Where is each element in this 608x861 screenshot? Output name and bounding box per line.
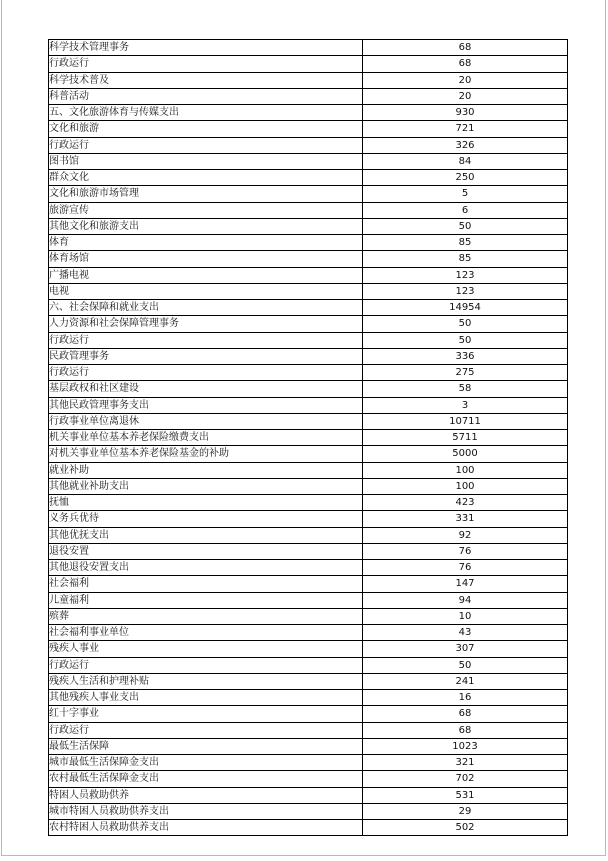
table-row xyxy=(49,137,568,153)
amount-cell: 307 xyxy=(363,641,568,657)
amount-cell: 1023 xyxy=(363,738,568,754)
item-name-cell: 文化和旅游 xyxy=(49,121,363,137)
amount-cell: 250 xyxy=(363,170,568,186)
amount-cell: 92 xyxy=(363,527,568,543)
table-row xyxy=(49,738,568,754)
table-row xyxy=(49,202,568,218)
item-name-cell: 其他就业补助支出 xyxy=(49,478,363,494)
table-row xyxy=(49,755,568,771)
item-name-cell: 电视 xyxy=(49,283,363,299)
amount-cell: 326 xyxy=(363,137,568,153)
item-name-cell: 民政管理事务 xyxy=(49,348,363,364)
item-name-cell: 五、文化旅游体育与传媒支出 xyxy=(49,105,363,121)
table-row xyxy=(49,592,568,608)
table-row xyxy=(49,690,568,706)
amount-cell: 3 xyxy=(363,397,568,413)
item-name-cell: 残疾人生活和护理补贴 xyxy=(49,673,363,689)
item-name-cell: 红十字事业 xyxy=(49,706,363,722)
amount-cell: 241 xyxy=(363,673,568,689)
amount-cell: 531 xyxy=(363,787,568,803)
table-row xyxy=(49,478,568,494)
amount-cell: 50 xyxy=(363,657,568,673)
table-row xyxy=(49,495,568,511)
item-name-cell: 城市最低生活保障金支出 xyxy=(49,755,363,771)
amount-cell: 50 xyxy=(363,316,568,332)
amount-cell: 100 xyxy=(363,478,568,494)
amount-cell: 147 xyxy=(363,576,568,592)
amount-cell: 930 xyxy=(363,105,568,121)
item-name-cell: 残疾人事业 xyxy=(49,641,363,657)
table-row xyxy=(49,88,568,104)
table-row xyxy=(49,251,568,267)
amount-cell: 20 xyxy=(363,88,568,104)
table-row xyxy=(49,413,568,429)
item-name-cell: 群众文化 xyxy=(49,170,363,186)
item-name-cell: 行政运行 xyxy=(49,56,363,72)
item-name-cell: 行政事业单位离退休 xyxy=(49,413,363,429)
table-row xyxy=(49,218,568,234)
item-name-cell: 旅游宣传 xyxy=(49,202,363,218)
item-name-cell: 最低生活保障 xyxy=(49,738,363,754)
table-row xyxy=(49,365,568,381)
item-name-cell: 退役安置 xyxy=(49,543,363,559)
item-name-cell: 其他文化和旅游支出 xyxy=(49,218,363,234)
amount-cell: 100 xyxy=(363,462,568,478)
item-name-cell: 体育 xyxy=(49,235,363,251)
amount-cell: 16 xyxy=(363,690,568,706)
table-row xyxy=(49,641,568,657)
amount-cell: 43 xyxy=(363,625,568,641)
amount-cell: 502 xyxy=(363,820,568,836)
item-name-cell: 行政运行 xyxy=(49,332,363,348)
item-name-cell: 人力资源和社会保障管理事务 xyxy=(49,316,363,332)
item-name-cell: 其他民政管理事务支出 xyxy=(49,397,363,413)
table-row xyxy=(49,803,568,819)
table-row xyxy=(49,235,568,251)
table-row xyxy=(49,560,568,576)
table-row xyxy=(49,722,568,738)
item-name-cell: 特困人员救助供养 xyxy=(49,787,363,803)
amount-cell: 6 xyxy=(363,202,568,218)
table-row xyxy=(49,72,568,88)
table-row xyxy=(49,625,568,641)
amount-cell: 50 xyxy=(363,332,568,348)
item-name-cell: 图书馆 xyxy=(49,153,363,169)
amount-cell: 68 xyxy=(363,722,568,738)
budget-expenditure-table xyxy=(48,39,568,836)
amount-cell: 336 xyxy=(363,348,568,364)
amount-cell: 50 xyxy=(363,218,568,234)
item-name-cell: 就业补助 xyxy=(49,462,363,478)
item-name-cell: 儿童福利 xyxy=(49,592,363,608)
amount-cell: 20 xyxy=(363,72,568,88)
table-row xyxy=(49,105,568,121)
table-row xyxy=(49,673,568,689)
item-name-cell: 农村最低生活保障金支出 xyxy=(49,771,363,787)
amount-cell: 29 xyxy=(363,803,568,819)
table-body xyxy=(49,40,568,836)
table-row xyxy=(49,446,568,462)
amount-cell: 702 xyxy=(363,771,568,787)
table-row xyxy=(49,121,568,137)
table-row xyxy=(49,316,568,332)
amount-cell: 85 xyxy=(363,251,568,267)
amount-cell: 76 xyxy=(363,560,568,576)
item-name-cell: 行政运行 xyxy=(49,365,363,381)
item-name-cell: 其他退役安置支出 xyxy=(49,560,363,576)
amount-cell: 5000 xyxy=(363,446,568,462)
table-row xyxy=(49,397,568,413)
table-row xyxy=(49,787,568,803)
item-name-cell: 行政运行 xyxy=(49,722,363,738)
table-row xyxy=(49,381,568,397)
item-name-cell: 其他优抚支出 xyxy=(49,527,363,543)
item-name-cell: 殡葬 xyxy=(49,608,363,624)
amount-cell: 123 xyxy=(363,267,568,283)
amount-cell: 76 xyxy=(363,543,568,559)
item-name-cell: 社会福利事业单位 xyxy=(49,625,363,641)
item-name-cell: 六、社会保障和就业支出 xyxy=(49,300,363,316)
amount-cell: 68 xyxy=(363,706,568,722)
item-name-cell: 其他残疾人事业支出 xyxy=(49,690,363,706)
item-name-cell: 抚恤 xyxy=(49,495,363,511)
page-left-edge xyxy=(1,0,2,855)
table-row xyxy=(49,430,568,446)
table-row xyxy=(49,608,568,624)
item-name-cell: 农村特困人员救助供养支出 xyxy=(49,820,363,836)
item-name-cell: 机关事业单位基本养老保险缴费支出 xyxy=(49,430,363,446)
amount-cell: 68 xyxy=(363,56,568,72)
table-row xyxy=(49,170,568,186)
table-row xyxy=(49,267,568,283)
amount-cell: 321 xyxy=(363,755,568,771)
page-right-edge xyxy=(605,0,606,855)
amount-cell: 58 xyxy=(363,381,568,397)
amount-cell: 85 xyxy=(363,235,568,251)
amount-cell: 275 xyxy=(363,365,568,381)
table-row xyxy=(49,348,568,364)
amount-cell: 5 xyxy=(363,186,568,202)
table-row xyxy=(49,186,568,202)
item-name-cell: 科学技术管理事务 xyxy=(49,40,363,56)
table-row xyxy=(49,332,568,348)
table-row xyxy=(49,300,568,316)
table-row xyxy=(49,153,568,169)
amount-cell: 10 xyxy=(363,608,568,624)
item-name-cell: 行政运行 xyxy=(49,657,363,673)
amount-cell: 331 xyxy=(363,511,568,527)
item-name-cell: 城市特困人员救助供养支出 xyxy=(49,803,363,819)
table-row xyxy=(49,462,568,478)
item-name-cell: 科学技术普及 xyxy=(49,72,363,88)
item-name-cell: 科普活动 xyxy=(49,88,363,104)
amount-cell: 94 xyxy=(363,592,568,608)
table-row xyxy=(49,543,568,559)
table-row xyxy=(49,56,568,72)
item-name-cell: 体育场馆 xyxy=(49,251,363,267)
table-row xyxy=(49,820,568,836)
amount-cell: 68 xyxy=(363,40,568,56)
table-row xyxy=(49,706,568,722)
item-name-cell: 义务兵优待 xyxy=(49,511,363,527)
amount-cell: 5711 xyxy=(363,430,568,446)
table-row xyxy=(49,576,568,592)
amount-cell: 721 xyxy=(363,121,568,137)
item-name-cell: 行政运行 xyxy=(49,137,363,153)
amount-cell: 123 xyxy=(363,283,568,299)
table-row xyxy=(49,511,568,527)
item-name-cell: 基层政权和社区建设 xyxy=(49,381,363,397)
item-name-cell: 社会福利 xyxy=(49,576,363,592)
page-bottom-edge xyxy=(1,855,606,856)
amount-cell: 10711 xyxy=(363,413,568,429)
item-name-cell: 文化和旅游市场管理 xyxy=(49,186,363,202)
amount-cell: 14954 xyxy=(363,300,568,316)
table-row xyxy=(49,771,568,787)
item-name-cell: 广播电视 xyxy=(49,267,363,283)
amount-cell: 423 xyxy=(363,495,568,511)
table-row xyxy=(49,40,568,56)
table-row xyxy=(49,657,568,673)
item-name-cell: 对机关事业单位基本养老保险基金的补助 xyxy=(49,446,363,462)
table-row xyxy=(49,283,568,299)
table-row xyxy=(49,527,568,543)
amount-cell: 84 xyxy=(363,153,568,169)
